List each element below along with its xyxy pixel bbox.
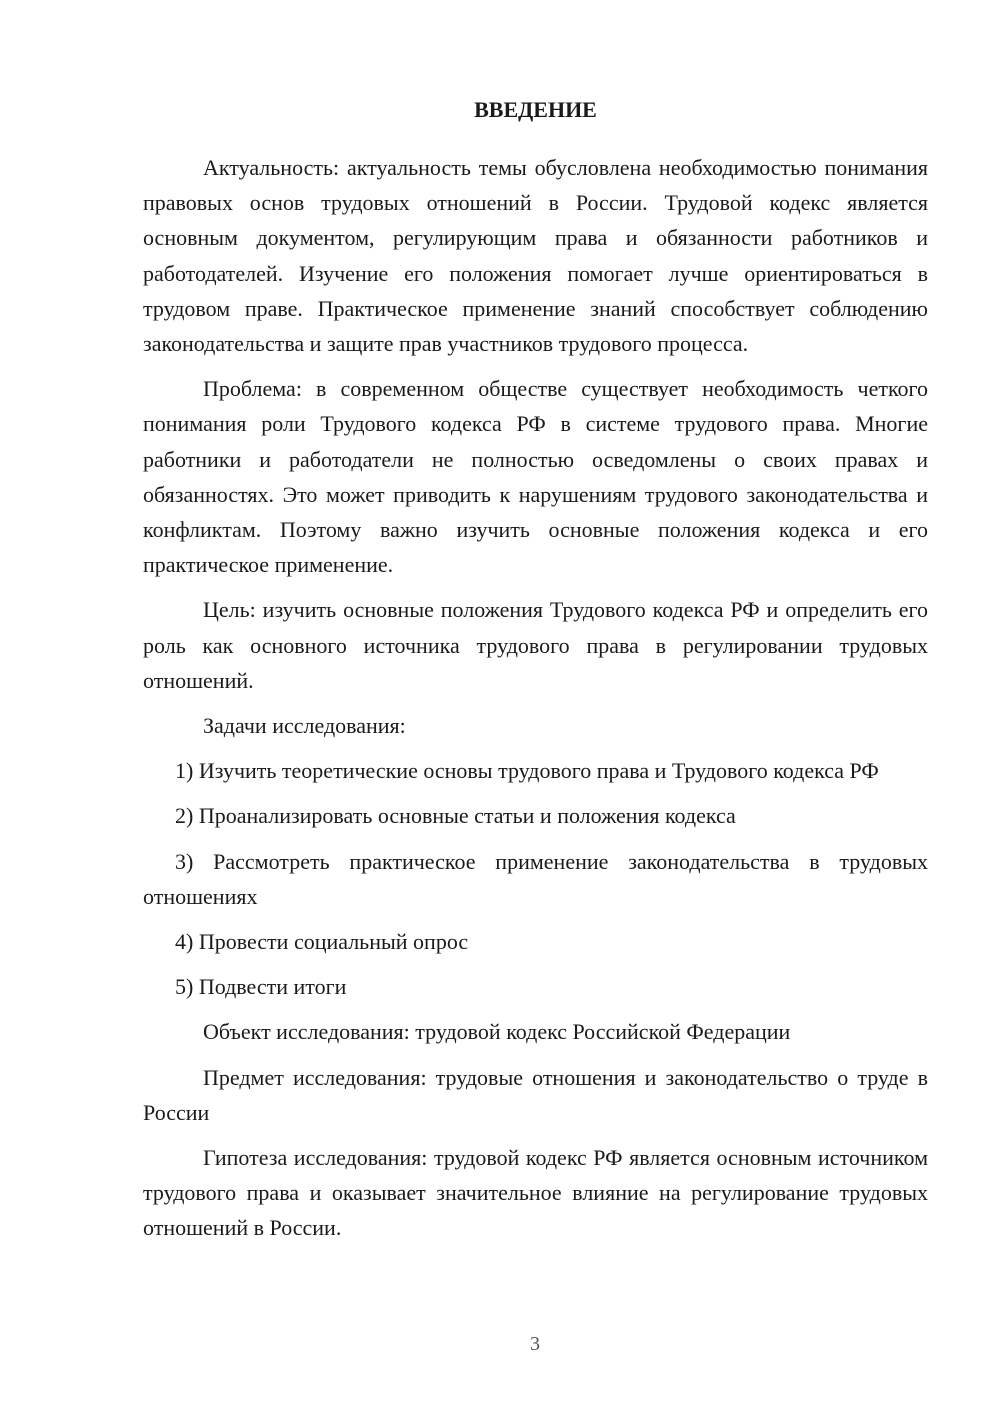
- relevance-paragraph: Актуальность: актуальность темы обусловлена необходимостью понимания правовых основ трудовых отношений в России. Трудовой кодекс является основным документом, регулирующим права и обязанности работников и работодателей. Изучение его положения помогает лучше ориентироваться в трудовом праве. Практическое применение знаний способствует соблюдению законодательства и защите прав участников трудового процесса.: [143, 155, 928, 357]
- hypothesis-paragraph: Гипотеза исследования: трудовой кодекс РФ является основным источником трудового права и оказывает значительное влияние на регулирование трудовых отношений в России.: [143, 1145, 928, 1241]
- task-item-5: 5) Подвести итоги: [175, 974, 347, 1000]
- subject-paragraph: Предмет исследования: трудовые отношения и законодательство о труде в России: [143, 1064, 928, 1125]
- task-item-3: 3) Рассмотреть практическое применение законодательства в трудовых отношениях: [143, 848, 928, 909]
- document-page: [143, 92, 928, 1256]
- goal-paragraph: Цель: изучить основные положения Трудового кодекса РФ и определить его роль как основного источника трудового права в регулировании трудовых отношений.: [143, 597, 928, 693]
- task-item-4: 4) Провести социальный опрос: [175, 929, 469, 955]
- task-item-1: 1) Изучить теоретические основы трудового права и Трудового кодекса РФ: [175, 758, 879, 784]
- section-title: ВВЕДЕНИЕ: [474, 97, 597, 122]
- tasks-label: Задачи исследования:: [203, 713, 406, 739]
- page-number: 3: [530, 1333, 540, 1355]
- object-line: Объект исследования: трудовой кодекс Российской Федерации: [203, 1019, 791, 1045]
- problem-paragraph: Проблема: в современном обществе существует необходимость четкого понимания роли Трудового кодекса РФ в системе трудового права. Многие работники и работодатели не полностью осведомлены о своих правах и обязанностях. Это может приводить к нарушениям трудового законодательства и конфликтам. Поэтому важно изучить основные положения кодекса и его практическое применение.: [143, 376, 928, 578]
- task-item-2: 2) Проанализировать основные статьи и положения кодекса: [175, 803, 736, 829]
